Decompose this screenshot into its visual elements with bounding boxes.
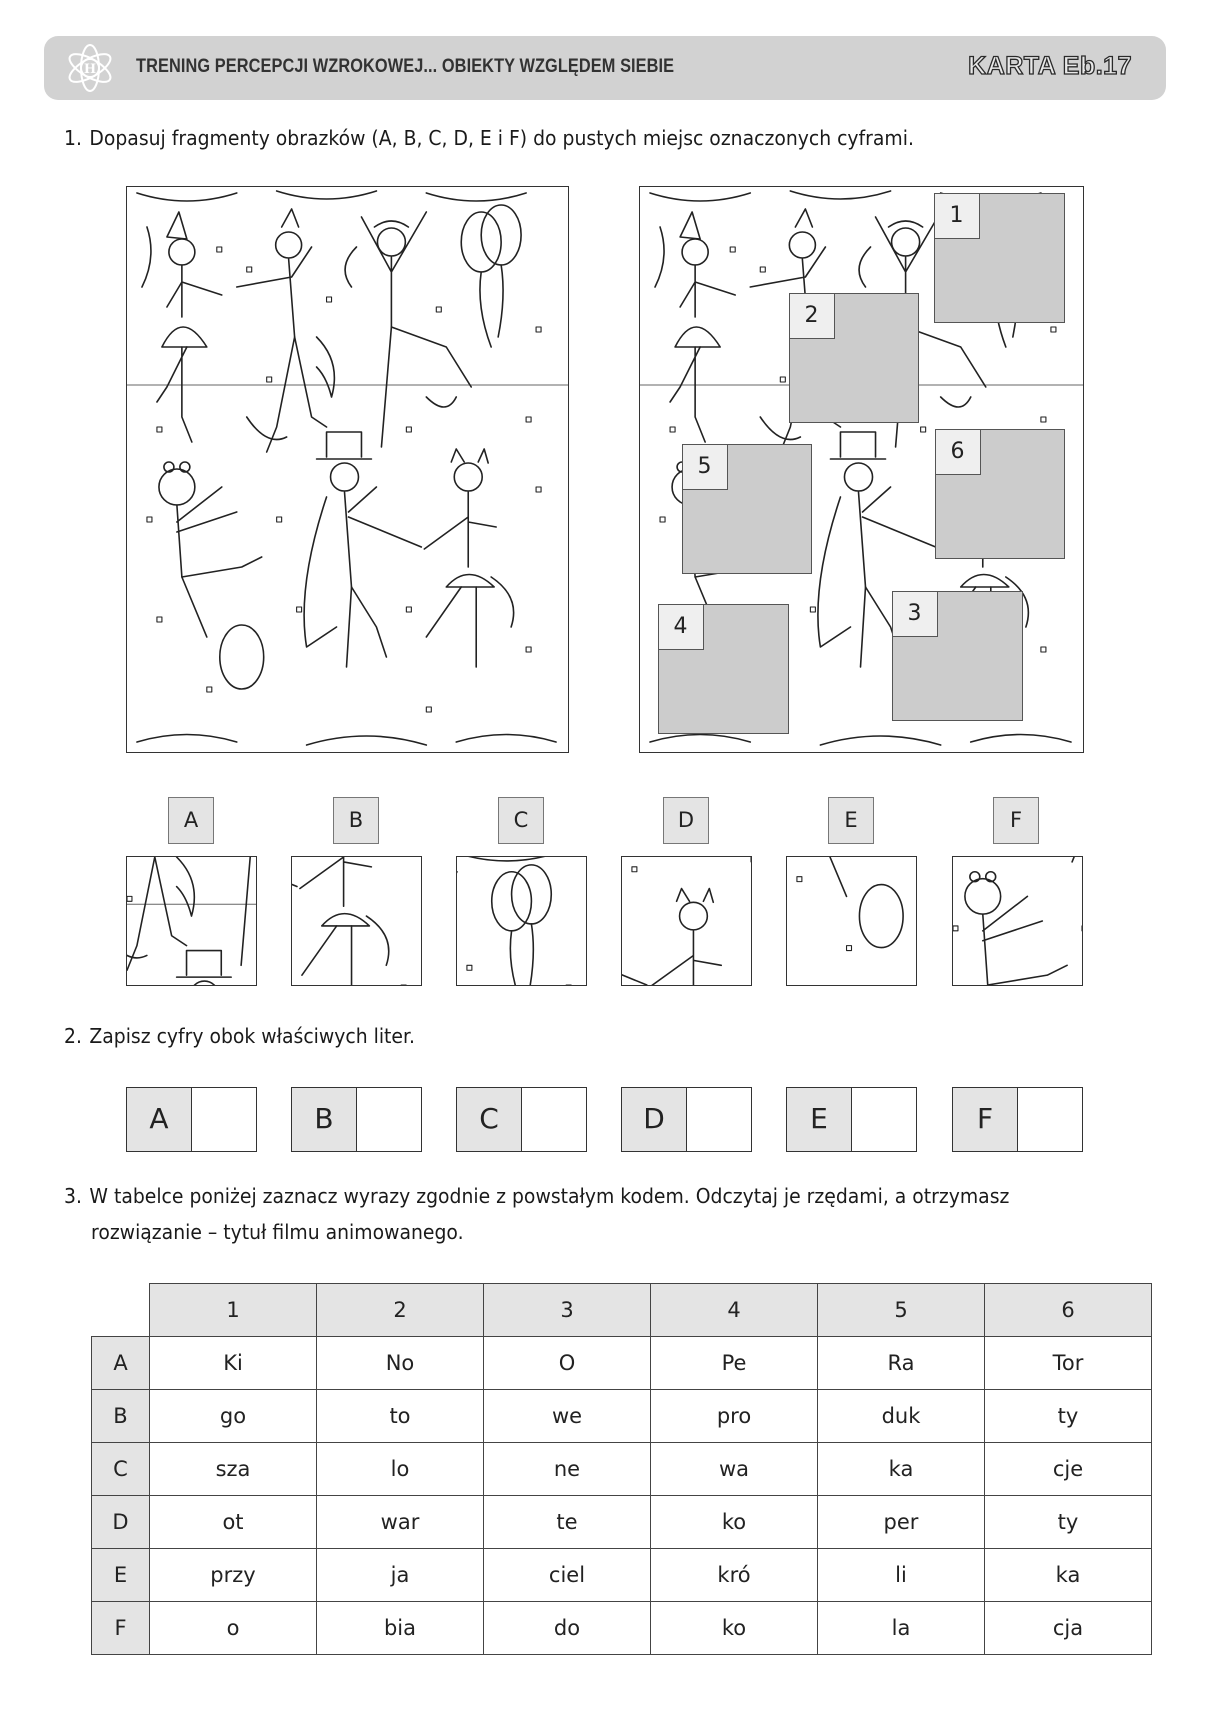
slot-number: 4 <box>658 604 704 650</box>
slot-number: 5 <box>682 444 728 490</box>
syllable-cell[interactable]: bia <box>317 1602 484 1655</box>
fragment-f-illustration <box>953 857 1082 985</box>
slot-number: 6 <box>935 429 981 475</box>
fragment-image-f <box>952 856 1083 986</box>
syllable-cell[interactable]: te <box>484 1496 651 1549</box>
column-header: 4 <box>651 1284 818 1337</box>
table-row <box>92 1443 1152 1496</box>
row-header: C <box>92 1443 150 1496</box>
syllable-cell[interactable]: li <box>818 1549 985 1602</box>
slot-number: 1 <box>934 193 980 239</box>
syllable-cell[interactable]: o <box>150 1602 317 1655</box>
task-2-text: Zapisz cyfry obok właściwych liter. <box>89 1024 415 1048</box>
slot-4 <box>658 604 789 734</box>
syllable-cell[interactable]: kró <box>651 1549 818 1602</box>
fragment-d-illustration <box>622 857 751 985</box>
syllable-cell[interactable]: lo <box>317 1443 484 1496</box>
syllable-cell[interactable]: go <box>150 1390 317 1443</box>
answer-box-c <box>456 1087 587 1152</box>
original-picture <box>126 186 569 753</box>
worksheet-title: TRENING PERCEPCJI WZROKOWEJ... OBIEKTY WZGLĘDEM SIEBIE <box>136 56 675 77</box>
syllable-cell[interactable]: war <box>317 1496 484 1549</box>
syllable-cell[interactable]: ot <box>150 1496 317 1549</box>
answer-letter: F <box>953 1088 1018 1151</box>
syllable-cell[interactable]: wa <box>651 1443 818 1496</box>
table-corner <box>92 1284 150 1337</box>
logo-letter: H <box>83 62 97 77</box>
slot-number: 3 <box>892 591 938 637</box>
row-header: D <box>92 1496 150 1549</box>
fragment-image-a <box>126 856 257 986</box>
fragment-a-illustration <box>127 857 256 985</box>
fragment-label-b: B <box>333 797 379 844</box>
fragment-label-c: C <box>498 797 544 844</box>
slot-2 <box>789 293 919 423</box>
syllable-cell[interactable]: ka <box>985 1549 1152 1602</box>
answer-input-a[interactable] <box>192 1088 256 1151</box>
card-number: KARTA Eb.17 <box>968 52 1132 80</box>
answer-input-b[interactable] <box>357 1088 421 1151</box>
fragment-label-e: E <box>828 797 874 844</box>
fragment-c-illustration <box>457 857 586 985</box>
syllable-cell[interactable]: do <box>484 1602 651 1655</box>
table-row <box>92 1602 1152 1655</box>
syllable-cell[interactable]: pro <box>651 1390 818 1443</box>
syllable-cell[interactable]: to <box>317 1390 484 1443</box>
fragment-b-illustration <box>292 857 421 985</box>
answer-letter: D <box>622 1088 687 1151</box>
fragment-image-e <box>786 856 917 986</box>
atom-logo-icon <box>64 42 116 94</box>
task-1-instruction <box>64 126 914 150</box>
task-3-text-line-1: W tabelce poniżej zaznacz wyrazy zgodnie z powstałym kodem. Odczytaj je rzędami, a otrzymasz <box>89 1184 1010 1208</box>
row-header: A <box>92 1337 150 1390</box>
fragment-image-d <box>621 856 752 986</box>
answer-input-c[interactable] <box>522 1088 586 1151</box>
task-3-instruction <box>64 1184 1009 1208</box>
fragment-label-a: A <box>168 797 214 844</box>
syllable-cell[interactable]: Pe <box>651 1337 818 1390</box>
fragment-label-f: F <box>993 797 1039 844</box>
row-header: F <box>92 1602 150 1655</box>
syllable-cell[interactable]: ty <box>985 1390 1152 1443</box>
syllable-cell[interactable]: duk <box>818 1390 985 1443</box>
table-row <box>92 1496 1152 1549</box>
answer-input-f[interactable] <box>1018 1088 1082 1151</box>
column-header: 2 <box>317 1284 484 1337</box>
syllable-cell[interactable]: No <box>317 1337 484 1390</box>
worksheet-header <box>44 36 1166 100</box>
answer-input-d[interactable] <box>687 1088 751 1151</box>
syllable-cell[interactable]: ka <box>818 1443 985 1496</box>
answer-letter: B <box>292 1088 357 1151</box>
task-3-text-line-2: rozwiązanie – tytuł filmu animowanego. <box>91 1220 464 1244</box>
syllable-cell[interactable]: we <box>484 1390 651 1443</box>
column-header: 1 <box>150 1284 317 1337</box>
syllable-cell[interactable]: sza <box>150 1443 317 1496</box>
syllable-cell[interactable]: ja <box>317 1549 484 1602</box>
table-header-row <box>92 1284 1152 1337</box>
fragment-image-b <box>291 856 422 986</box>
syllable-cell[interactable]: cja <box>985 1602 1152 1655</box>
syllable-cell[interactable]: la <box>818 1602 985 1655</box>
row-header: B <box>92 1390 150 1443</box>
column-header: 5 <box>818 1284 985 1337</box>
answer-box-f <box>952 1087 1083 1152</box>
column-header: 3 <box>484 1284 651 1337</box>
fragment-e-illustration <box>787 857 916 985</box>
answer-box-a <box>126 1087 257 1152</box>
task-1-number: 1. <box>64 126 82 150</box>
syllable-code-table <box>91 1283 1152 1655</box>
answer-input-e[interactable] <box>852 1088 916 1151</box>
slot-5 <box>682 444 812 574</box>
fragment-label-d: D <box>663 797 709 844</box>
syllable-cell[interactable]: ciel <box>484 1549 651 1602</box>
slot-number: 2 <box>789 293 835 339</box>
syllable-cell[interactable]: cje <box>985 1443 1152 1496</box>
table-row <box>92 1337 1152 1390</box>
syllable-cell[interactable]: Tor <box>985 1337 1152 1390</box>
row-header: E <box>92 1549 150 1602</box>
syllable-cell[interactable]: Ki <box>150 1337 317 1390</box>
slot-6 <box>935 429 1065 559</box>
task-2-instruction <box>64 1024 415 1048</box>
answer-box-e <box>786 1087 917 1152</box>
syllable-cell[interactable]: przy <box>150 1549 317 1602</box>
syllable-cell[interactable]: ty <box>985 1496 1152 1549</box>
table-row <box>92 1549 1152 1602</box>
task-3-number: 3. <box>64 1184 82 1208</box>
syllable-cell[interactable]: ko <box>651 1602 818 1655</box>
task-2-number: 2. <box>64 1024 82 1048</box>
answer-letter: C <box>457 1088 522 1151</box>
answer-letter: A <box>127 1088 192 1151</box>
task-3-instruction-continued <box>91 1220 464 1244</box>
column-header: 6 <box>985 1284 1152 1337</box>
syllable-cell[interactable]: Ra <box>818 1337 985 1390</box>
task-1-text: Dopasuj fragmenty obrazków (A, B, C, D, E i F) do pustych miejsc oznaczonych cyframi. <box>89 126 914 150</box>
fragment-image-c <box>456 856 587 986</box>
slot-1 <box>934 193 1065 323</box>
answer-letter: E <box>787 1088 852 1151</box>
party-illustration <box>127 187 568 752</box>
syllable-cell[interactable]: ne <box>484 1443 651 1496</box>
table-row <box>92 1390 1152 1443</box>
syllable-cell[interactable]: O <box>484 1337 651 1390</box>
slot-3 <box>892 591 1023 721</box>
syllable-cell[interactable]: ko <box>651 1496 818 1549</box>
answer-box-d <box>621 1087 752 1152</box>
syllable-cell[interactable]: per <box>818 1496 985 1549</box>
answer-box-b <box>291 1087 422 1152</box>
